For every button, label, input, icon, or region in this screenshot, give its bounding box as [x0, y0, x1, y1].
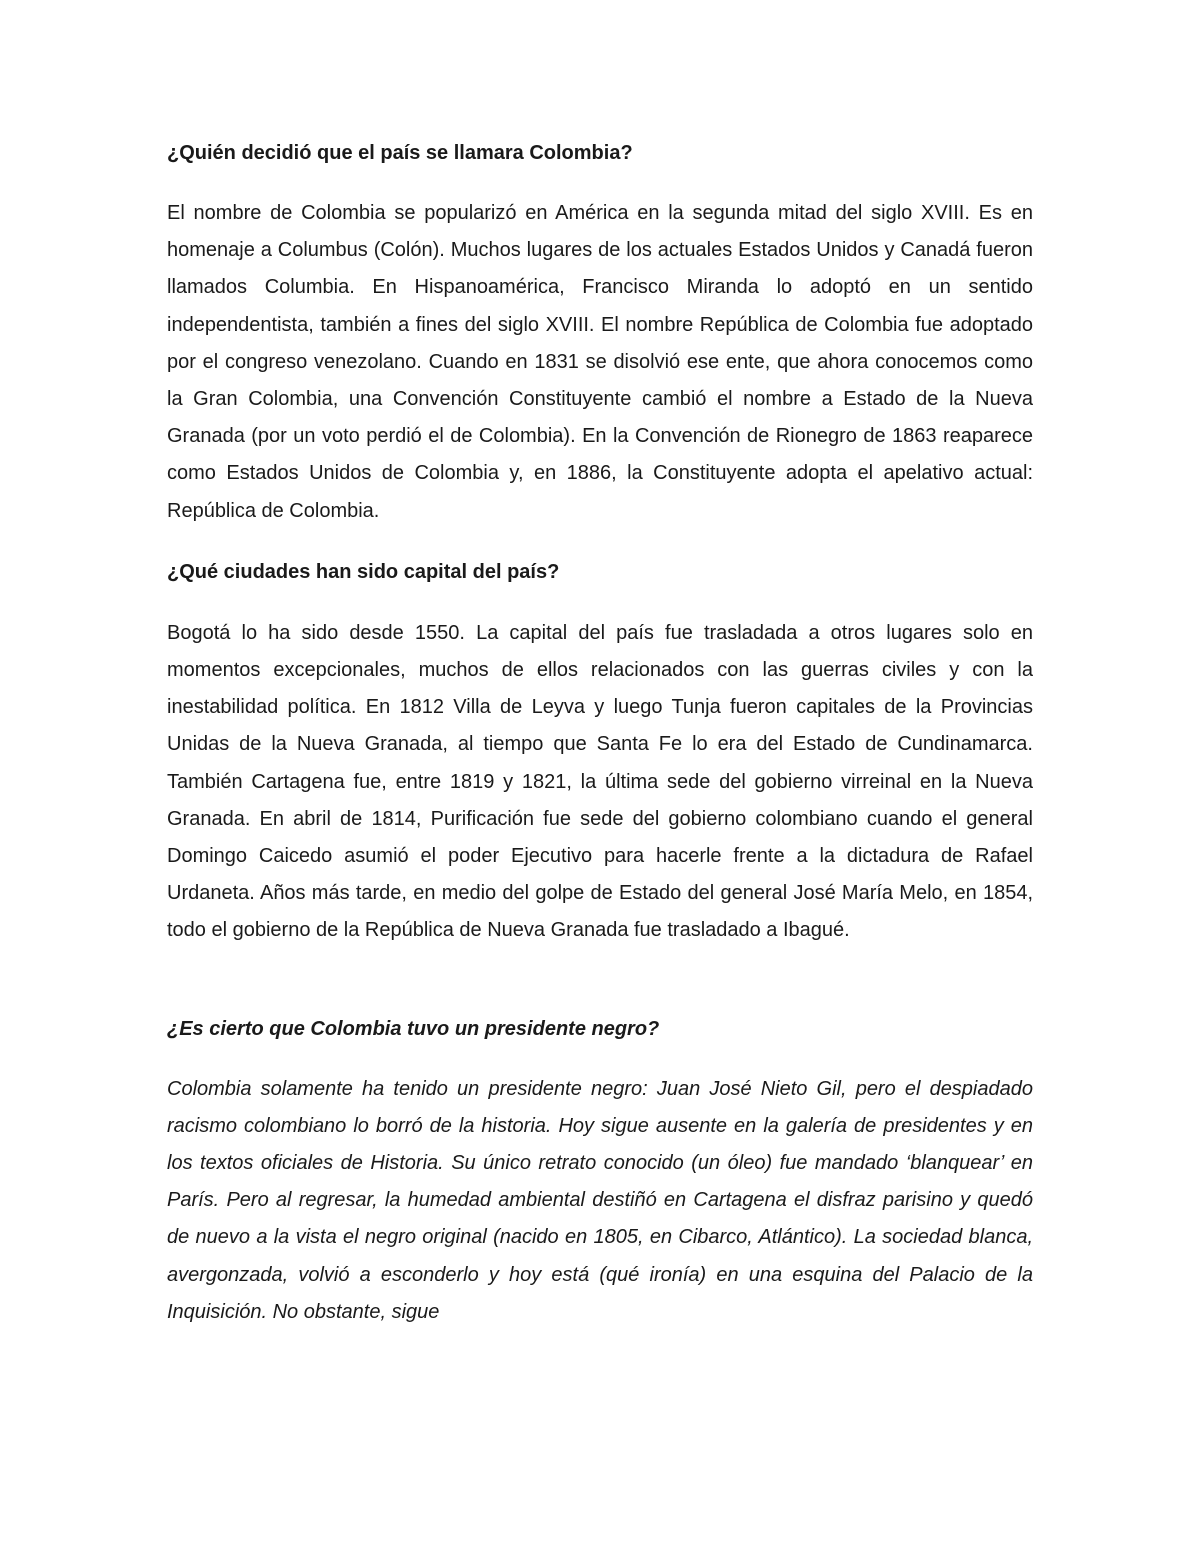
- section-body-capitals: Bogotá lo ha sido desde 1550. La capital del país fue trasladada a otros lugares solo en momentos excepcionales, muchos de ellos relacionados con las guerras civiles y con la inestabilidad política. En 1812 Villa de Leyva y luego Tunja fueron capitales de la Provincias Unidas de la Nueva Granada, al tiempo que Santa Fe lo era del Estado de Cundinamarca. También Cartagena fue, entre 1819 y 1821, la última sede del gobierno virreinal en la Nueva Granada. En abril de 1814, Purificación fue sede del gobierno colombiano cuando el general Domingo Caicedo asumió el poder Ejecutivo para hacerle frente a la dictadura de Rafael Urdaneta. Años más tarde, en medio del golpe de Estado del general José María Melo, en 1854, todo el gobierno de la República de Nueva Granada fue trasladado a Ibagué.: [167, 621, 1033, 942]
- section-body-black-president: Colombia solamente ha tenido un presidente negro: Juan José Nieto Gil, pero el despiadado racismo colombiano lo borró de la historia. Hoy sigue ausente en la galería de presidentes y en los textos oficiales de Historia. Su único retrato conocido (un óleo) fue mandado ‘blanquear’ en París. Pero al regresar, la humedad ambiental destiñó en Cartagena el disfraz parisino y quedó de nuevo a la vista el negro original (nacido en 1805, en Cibarco, Atlántico). La sociedad blanca, avergonzada, volvió a esconderlo y hoy está (qué ironía) en una esquina del Palacio de la Inquisición. No obstante, sigue: [167, 1077, 1033, 1323]
- section-body-name-origin: El nombre de Colombia se popularizó en América en la segunda mitad del siglo XVIII. Es en homenaje a Columbus (Colón). Muchos lugares de los actuales Estados Unidos y Canadá fueron llamados Columbia. En Hispanoamérica, Francisco Miranda lo adoptó en un sentido independentista, también a fines del siglo XVIII. El nombre República de Colombia fue adoptado por el congreso venezolano. Cuando en 1831 se disolvió ese ente, que ahora conocemos como la Gran Colombia, una Convención Constituyente cambió el nombre a Estado de la Nueva Granada (por un voto perdió el de Colombia). En la Convención de Rionegro de 1863 reaparece como Estados Unidos de Colombia y, en 1886, la Constituyente adopta el apelativo actual: República de Colombia.: [167, 202, 1033, 522]
- section-heading-black-president: ¿Es cierto que Colombia tuvo un presidente negro?: [167, 1017, 660, 1040]
- document-page: [167, 138, 1033, 1331]
- section-heading-capitals: ¿Qué ciudades han sido capital del país?: [167, 560, 560, 583]
- section-heading-name-origin: ¿Quién decidió que el país se llamara Colombia?: [167, 142, 633, 164]
